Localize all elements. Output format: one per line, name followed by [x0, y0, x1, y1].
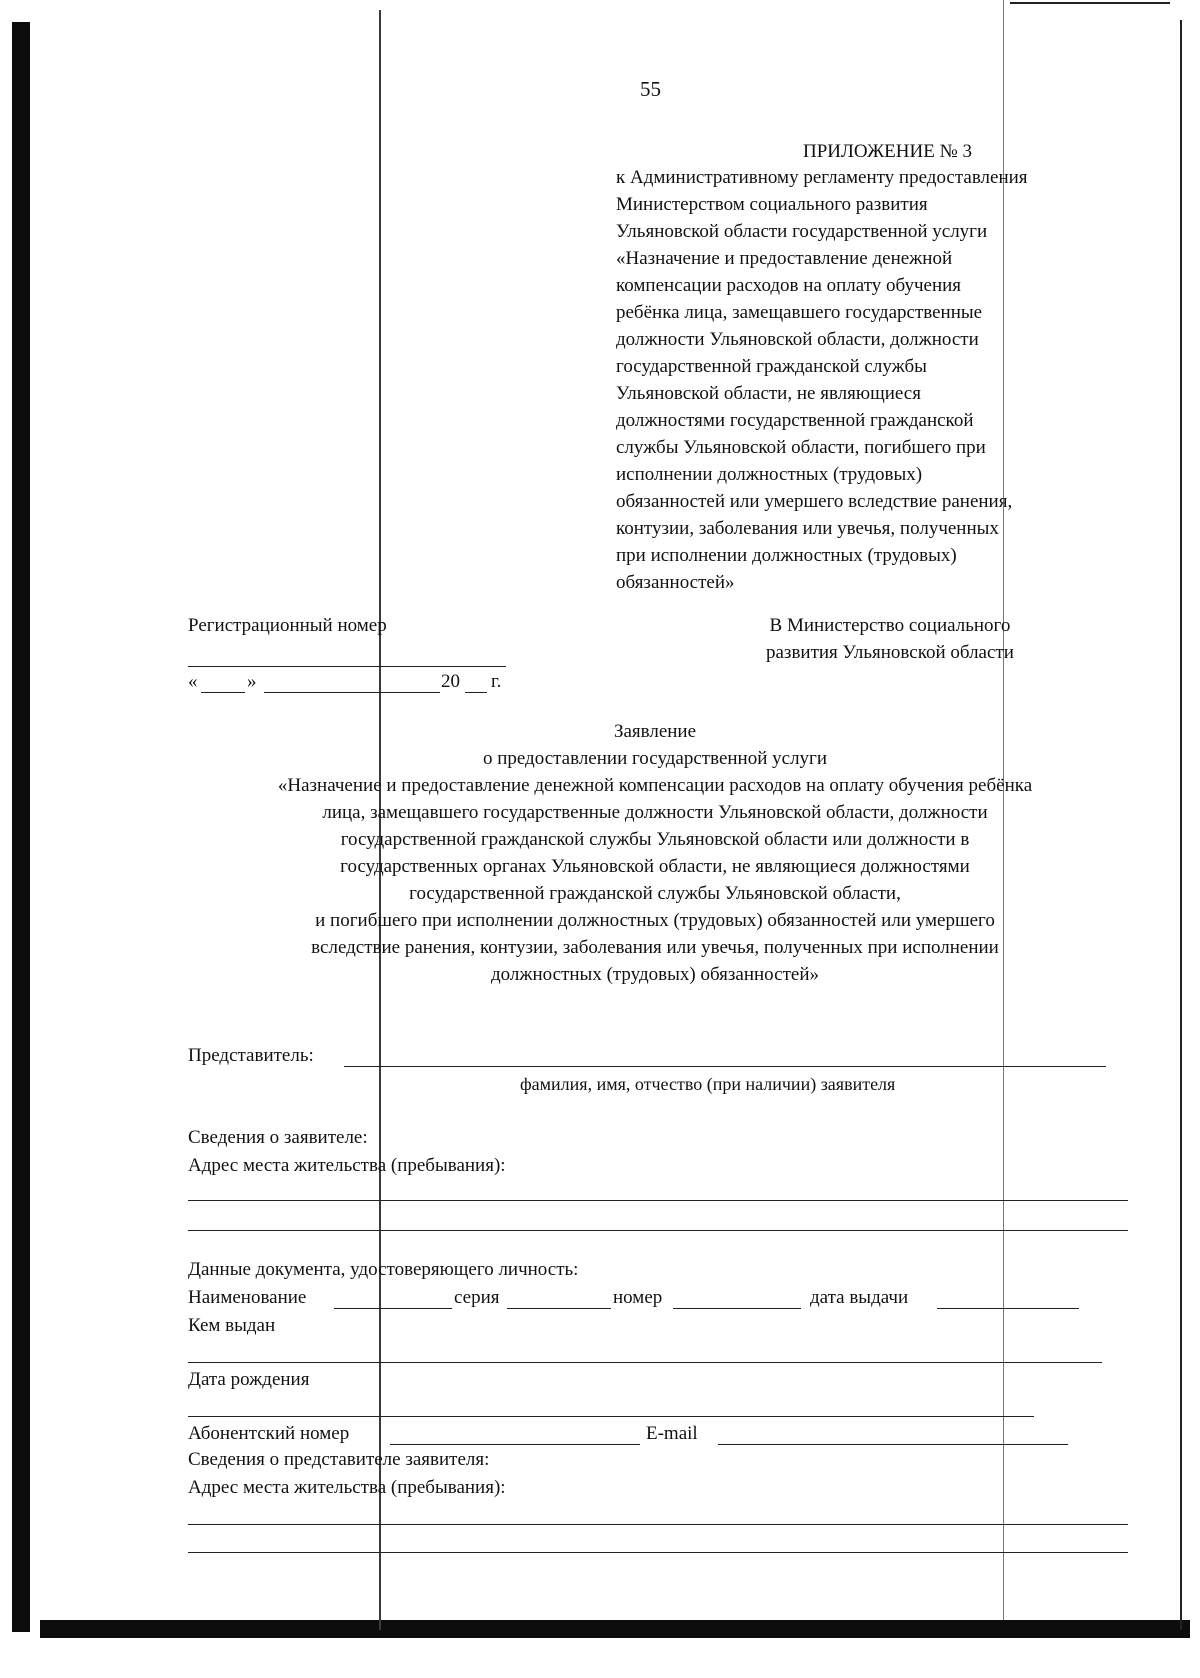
representative-label: Представитель: [188, 1045, 314, 1066]
doc-name-label: Наименование [188, 1287, 307, 1308]
doc-issue-date-label: дата выдачи [810, 1287, 909, 1308]
statement-line: лица, замещавшего государственные должности Ульяновской области, должности [322, 802, 988, 823]
statement-line: государственной гражданской службы Ульяновской области, [409, 883, 901, 904]
page-number: 55 [640, 77, 661, 101]
birth-date-field[interactable] [188, 1416, 1034, 1417]
id-document-label: Данные документа, удостоверяющего личность: [188, 1259, 579, 1280]
doc-issue-date-field[interactable] [937, 1308, 1079, 1309]
appendix-line: службы Ульяновской области, погибшего при [616, 437, 986, 458]
doc-series-label: серия [454, 1287, 500, 1308]
appendix-line: должности Ульяновской области, должности [616, 329, 979, 350]
statement-title: Заявление [613, 721, 697, 742]
statement-line: «Назначение и предоставление денежной компенсации расходов на оплату обучения ребёнка [277, 775, 1033, 796]
addressee-line: В Министерство социального [769, 615, 1011, 636]
representative-address-line-1[interactable] [188, 1524, 1128, 1525]
representative-address-label: Адрес места жительства (пребывания): [188, 1477, 506, 1498]
appendix-description [616, 164, 1028, 596]
appendix-line: обязанностей» [616, 572, 735, 593]
phone-field[interactable] [390, 1444, 640, 1445]
scan-border-bottom [40, 1620, 1190, 1638]
representative-field[interactable] [344, 1066, 1106, 1067]
statement-line: государственной гражданской службы Ульяновской области или должности в [340, 829, 970, 850]
representative-info-label: Сведения о представителе заявителя: [188, 1449, 490, 1470]
issued-by-field[interactable] [188, 1362, 1102, 1363]
appendix-line: при исполнении должностных (трудовых) [616, 545, 957, 566]
address-field-line-2[interactable] [188, 1230, 1128, 1231]
issued-by-label: Кем выдан [188, 1315, 276, 1336]
statement-line: и погибшего при исполнении должностных (трудовых) обязанностей или умершего [315, 910, 995, 931]
applicant-info-label: Сведения о заявителе: [188, 1127, 368, 1148]
appendix-line: обязанностей или умершего вследствие ранения, [616, 491, 1013, 512]
addressee-block [766, 612, 1014, 666]
registration-number-field[interactable] [188, 666, 506, 667]
registration-number-label: Регистрационный номер [188, 615, 387, 636]
address-label: Адрес места жительства (пребывания): [188, 1155, 506, 1176]
registration-date [188, 668, 198, 695]
scan-border-right [1180, 20, 1182, 1630]
appendix-title: ПРИЛОЖЕНИЕ № 3 [803, 141, 972, 162]
scan-top-rule [1010, 2, 1170, 4]
statement-line: должностных (трудовых) обязанностей» [490, 964, 819, 985]
year-suffix: г. [491, 671, 502, 692]
email-label: E-mail [646, 1423, 698, 1444]
email-field[interactable] [718, 1444, 1068, 1445]
statement-heading [160, 718, 1150, 988]
statement-line: государственных органах Ульяновской области, не являющиеся должностями [340, 856, 970, 877]
appendix-line: Министерством социального развития [616, 194, 928, 215]
phone-label: Абонентский номер [188, 1423, 350, 1444]
year-prefix: 20 [441, 671, 460, 692]
birth-date-label: Дата рождения [188, 1369, 310, 1390]
appendix-line: государственной гражданской службы [616, 356, 927, 377]
doc-number-field[interactable] [673, 1308, 801, 1309]
doc-number-label: номер [613, 1287, 663, 1308]
doc-series-field[interactable] [507, 1308, 611, 1309]
appendix-line: к Административному регламенту предоставления [616, 167, 1028, 188]
appendix-line: Ульяновской области государственной услуги [616, 221, 988, 242]
appendix-line: ребёнка лица, замещавшего государственные [616, 302, 983, 323]
appendix-line: контузии, заболевания или увечья, полученных [616, 518, 999, 539]
addressee-line: развития Ульяновской области [766, 642, 1014, 663]
registration-year-field[interactable] [465, 692, 487, 693]
appendix-line: «Назначение и предоставление денежной [616, 248, 953, 269]
doc-name-field[interactable] [334, 1308, 452, 1309]
representative-address-line-2[interactable] [188, 1552, 1128, 1553]
appendix-line: должностями государственной гражданской [616, 410, 974, 431]
representative-hint: фамилия, имя, отчество (при наличии) заявителя [520, 1074, 896, 1094]
address-field-line-1[interactable] [188, 1200, 1128, 1201]
appendix-line: компенсации расходов на оплату обучения [616, 275, 962, 296]
appendix-line: Ульяновской области, не являющиеся [616, 383, 921, 404]
registration-day-field[interactable] [201, 692, 245, 693]
statement-subtitle: о предоставлении государственной услуги [482, 748, 828, 769]
date-close-quote: » [247, 671, 257, 692]
date-open-quote: « [188, 671, 198, 692]
appendix-line: исполнении должностных (трудовых) [616, 464, 923, 485]
statement-line: вследствие ранения, контузии, заболевания или увечья, полученных при исполнении [311, 937, 999, 958]
registration-month-field[interactable] [264, 692, 440, 693]
scan-border-left [12, 22, 30, 1632]
